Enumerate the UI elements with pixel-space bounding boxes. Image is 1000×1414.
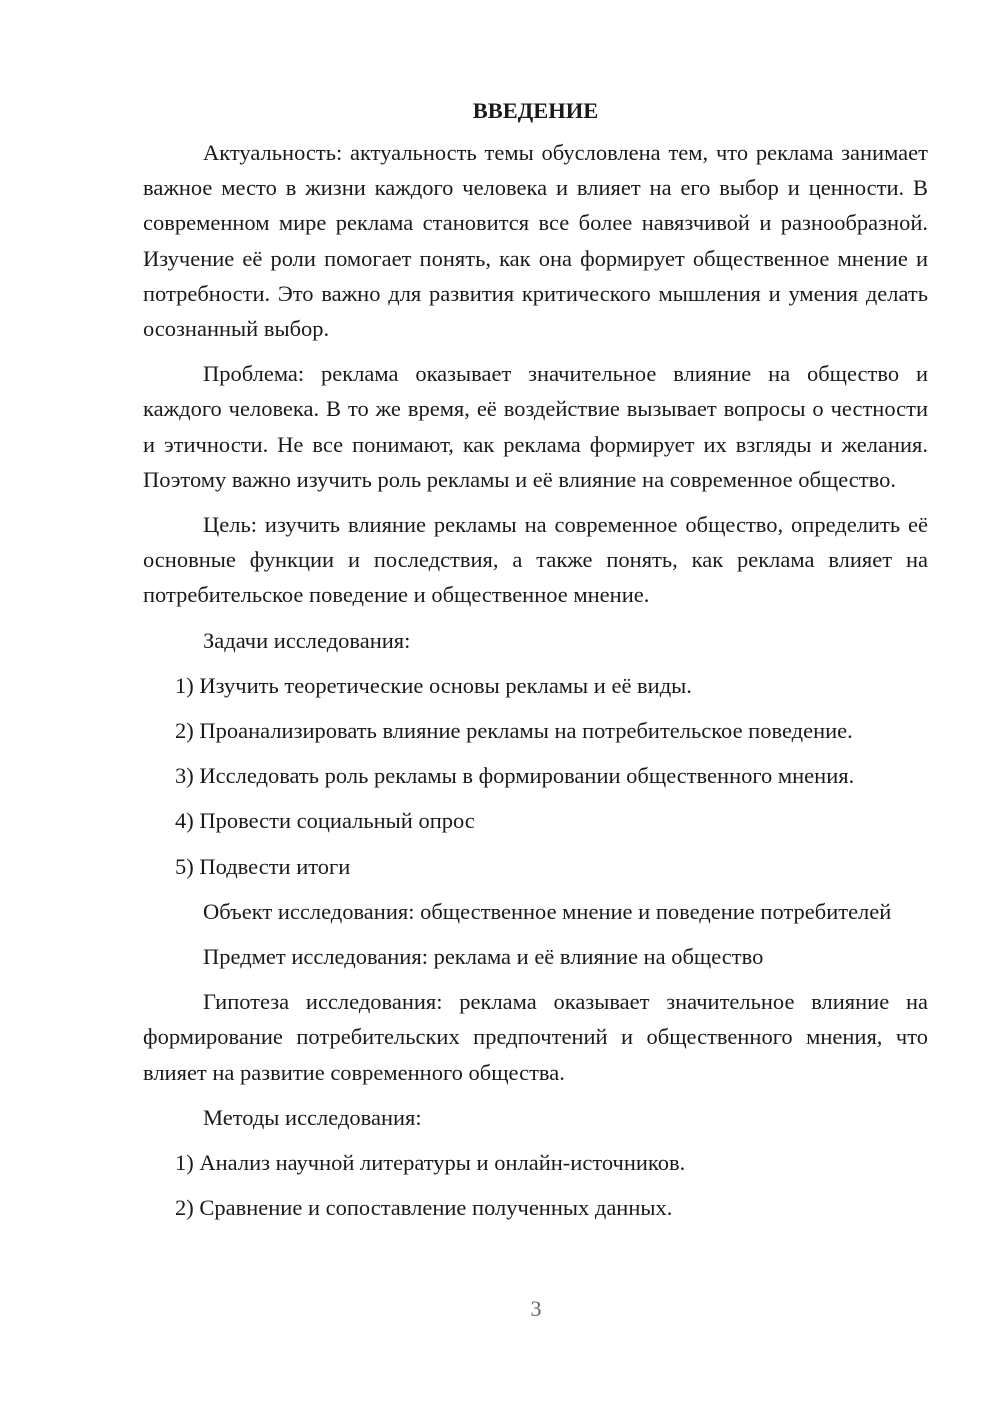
method-item: 2) Сравнение и сопоставление полученных данных. bbox=[175, 1195, 673, 1221]
page-number: 3 bbox=[530, 1296, 542, 1321]
task-item: 3) Исследовать роль рекламы в формировании общественного мнения. bbox=[175, 763, 855, 789]
methods-list bbox=[143, 1145, 928, 1225]
task-item: 5) Подвести итоги bbox=[175, 853, 351, 879]
problem-paragraph: Проблема: реклама оказывает значительное влияние на общество и каждого человека. В то же время, её воздействие вызывает вопросы о честности и этичности. Не все понимают, как реклама формирует их взгляды и желания. Поэтому важно изучить роль рекламы и её влияние на современное общество. bbox=[143, 361, 928, 492]
tasks-list bbox=[143, 668, 928, 884]
tasks-label: Задачи исследования: bbox=[203, 627, 411, 653]
document-page bbox=[143, 96, 928, 1235]
object-paragraph: Объект исследования: общественное мнение и поведение потребителей bbox=[203, 898, 892, 924]
methods-label: Методы исследования: bbox=[203, 1104, 422, 1130]
task-item: 1) Изучить теоретические основы рекламы и её виды. bbox=[175, 672, 692, 698]
relevance-paragraph: Актуальность: актуальность темы обусловлена тем, что реклама занимает важное место в жизни каждого человека и влияет на его выбор и ценности. В современном мире реклама становится все более навязчивой и разнообразной. Изучение её роли помогает понять, как она формирует общественное мнение и потребности. Это важно для развития критического мышления и умения делать осознанный выбор. bbox=[143, 140, 928, 342]
page-title: ВВЕДЕНИЕ bbox=[472, 98, 599, 123]
hypothesis-paragraph: Гипотеза исследования: реклама оказывает значительное влияние на формирование потребительских предпочтений и общественного мнения, что влияет на развитие современного общества. bbox=[143, 989, 928, 1085]
task-item: 4) Провести социальный опрос bbox=[175, 808, 475, 834]
goal-paragraph: Цель: изучить влияние рекламы на современное общество, определить её основные функции и последствия, а также понять, как реклама влияет на потребительское поведение и общественное мнение. bbox=[143, 512, 928, 608]
method-item: 1) Анализ научной литературы и онлайн-источников. bbox=[175, 1150, 686, 1176]
task-item: 2) Проанализировать влияние рекламы на потребительское поведение. bbox=[175, 718, 853, 744]
subject-paragraph: Предмет исследования: реклама и её влияние на общество bbox=[203, 944, 764, 970]
